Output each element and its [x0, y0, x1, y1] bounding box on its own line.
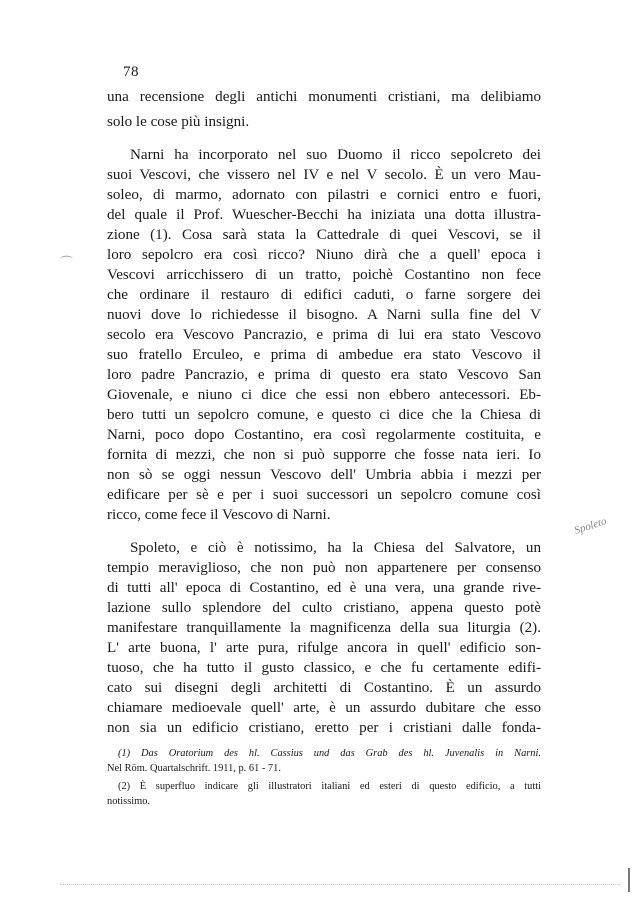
text-line: bero tutti un sepolcro comune, e questo ci dice che la Chiesa di: [107, 407, 541, 423]
text-line: una recensione degli antichi monumenti cristiani, ma delibiamo: [107, 89, 541, 105]
text-line: soleo, di marmo, adornato con pilastri e cornici entro e fuori,: [107, 187, 541, 203]
footnote-line: (1) Das Oratorium des hl. Cassius und das Grab des hl. Juvenalis in Narni.: [118, 748, 541, 759]
text-line: ricco, come fece il Vescovo di Narni.: [107, 507, 331, 523]
text-line: suo fratello Erculeo, e prima di ambedue era stato Vescovo il: [107, 347, 541, 363]
text-line: secolo era Vescovo Pancrazio, e prima di lui era stato Vescovo: [107, 327, 541, 343]
footnote-line: Nel Röm. Quartalschrift. 1911, p. 61 - 71.: [107, 763, 281, 774]
footnote-line: (2) È superfluo indicare gli illustratori italiani ed esteri di questo edificio, a tutti: [118, 781, 541, 792]
text-line: edificare per sè e per i suoi successori un sepolcro comune così: [107, 487, 541, 503]
footnote-line: notissimo.: [107, 796, 151, 807]
text-line: non sia un edificio cristiano, eretto per i cristiani dalle fonda-: [107, 720, 541, 736]
text-line: manifestare tranquillamente la magnificenza della sua liturgia (2).: [107, 620, 541, 636]
text-line: loro padre Pancrazio, e prima di questo era stato Vescovo San: [107, 367, 541, 383]
text-line: fornita di mezzi, che non si può supporre che fosse nata ieri. Io: [107, 447, 541, 463]
text-line: solo le cose più insigni.: [107, 114, 250, 130]
text-line: L' arte buona, l' arte pura, rifulge ancora in quell' edificio son-: [107, 640, 541, 656]
text-line: nuovi dove lo richiedesse il bisogno. A Narni sulla fine del V: [107, 307, 541, 323]
margin-note: ⌒: [60, 255, 74, 270]
text-line: che ordinare il restauro di edifici caduti, o farne sorgere dei: [107, 287, 541, 303]
scan-edge-mark: [628, 868, 630, 892]
text-line: non sò se oggi nessun Vescovo dell' Umbria abbia i mezzi per: [107, 467, 541, 483]
text-line: zione (1). Cosa sarà stata la Cattedrale di quei Vescovi, se il: [107, 227, 541, 243]
text-line: del quale il Prof. Wuescher-Becchi ha iniziata una dotta illustra-: [107, 207, 541, 223]
text-line: Narni ha incorporato nel suo Duomo il ricco sepolcreto dei: [130, 147, 541, 163]
text-line: Vescovi arricchissero di un tratto, poichè Costantino non fece: [107, 267, 541, 283]
margin-note: Spoleto: [572, 515, 609, 537]
text-line: suoi Vescovi, che vissero nel IV e nel V secolo. È un vero Mau-: [107, 167, 541, 183]
text-line: loro sepolcro era così ricco? Niuno dirà che a quell' epoca i: [107, 247, 541, 263]
text-line: cato sui disegni degli architetti di Costantino. È un assurdo: [107, 680, 541, 696]
text-line: chiamare medioevale quell' arte, è un assurdo dubitare che esso: [107, 700, 541, 716]
text-line: Narni, poco dopo Costantino, era così regolarmente costituita, e: [107, 427, 541, 443]
text-line: lazione sullo splendore del culto cristiano, appena questo potè: [107, 600, 541, 616]
text-line: Spoleto, e ciò è notissimo, ha la Chiesa del Salvatore, un: [130, 540, 541, 556]
scan-rule: [60, 884, 620, 885]
text-line: tuoso, che ha tutto il gusto classico, e che fu certamente edifi-: [107, 660, 541, 676]
text-line: Giovenale, e niuno ci dice che essi non ebbero antecessori. Eb-: [107, 387, 541, 403]
text-line: di tutti all' epoca di Costantino, ed è una vera, una grande rive-: [107, 580, 541, 596]
page-number: 78: [123, 64, 139, 80]
text-line: tempio meraviglioso, che non può non appartenere per consenso: [107, 560, 541, 576]
